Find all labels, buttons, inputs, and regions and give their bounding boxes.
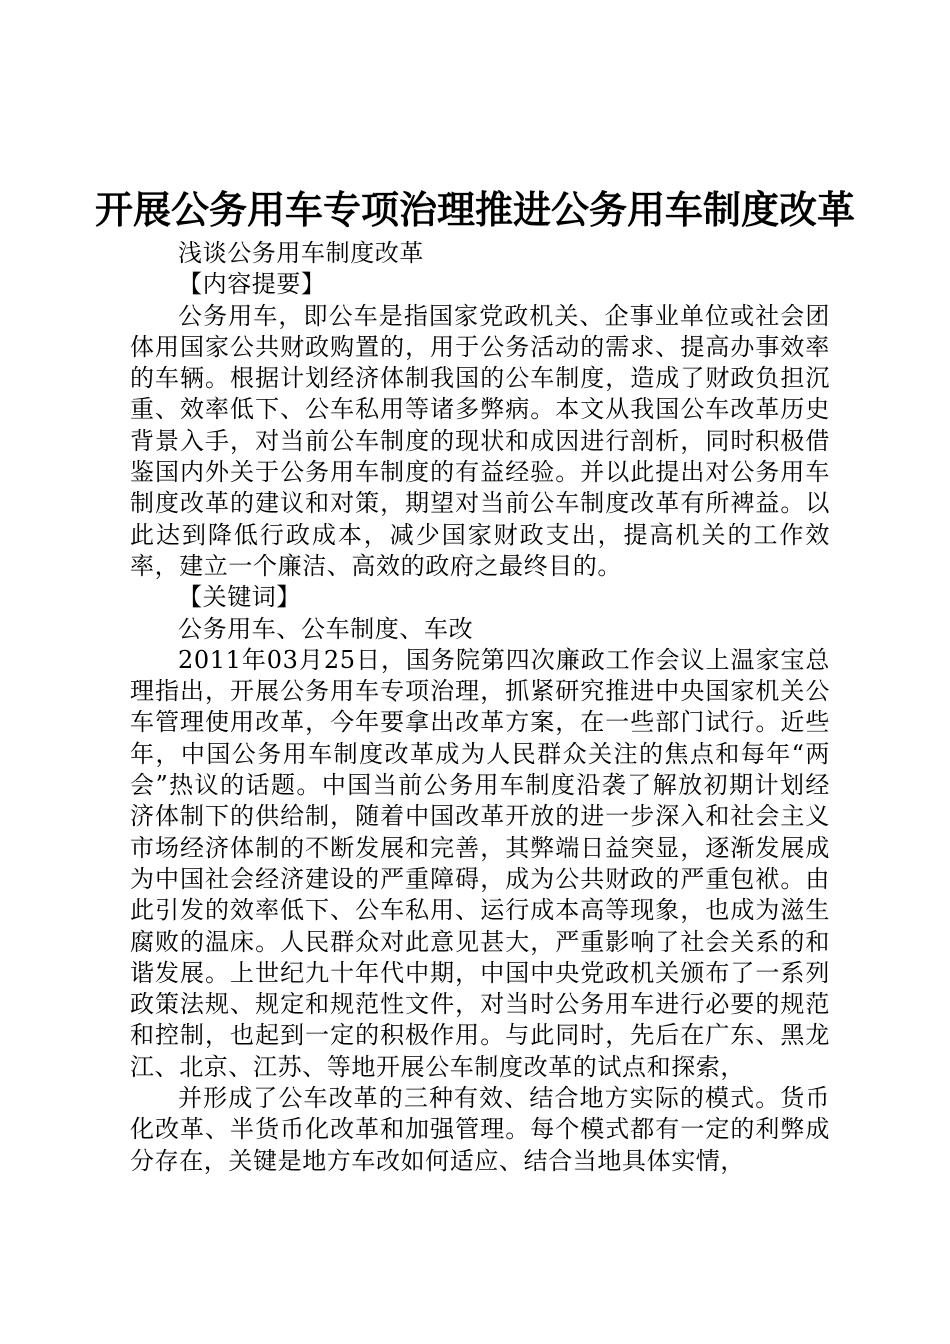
keywords-heading: 【关键词】 xyxy=(178,583,301,612)
subtitle-paragraph: 浅谈公务用车制度改革 xyxy=(178,239,424,267)
body-paragraph: 并形成了公车改革的三种有效、结合地方实际的模式。货币化改革、半货币化改革和加强管理。每个模式都有一定的利弊成分存在，关键是地方车改如何适应、结合当地具体实情， xyxy=(130,1084,830,1175)
body-paragraph: 2011年03月25日，国务院第四次廉政工作会议上温家宝总理指出，开展公务用车专项治理，抓紧研究推进中央国家机关公车管理使用改革，今年要拿出改革方案，在一些部门试行。近些年，中国公务用车制度改革成为人民群众关注的焦点和每年“两会”热议的话题。中国当前公务用车制度沿袭了解放初期计划经济体制下的供给制，随着中国改革开放的进一步深入和社会主义市场经济体制的不断发展和完善，其弊端日益突显，逐渐发展成为中国社会经济建设的严重障碍，成为公共财政的严重包袱。由此引发的效率低下、公车私用、运行成本高等现象，也成为滋生腐败的温床。人民群众对此意见甚大，严重影响了社会关系的和谐发展。上世纪九十年代中期，中国中央党政机关颁布了一系列政策法规、规定和规范性文件，对当时公务用车进行必要的规范和控制，也起到一定的积极作用。与此同时，先后在广东、黑龙江、北京、江苏、等地开展公车制度改革的试点和探索， xyxy=(130,645,830,1081)
keywords-paragraph: 公务用车、公车制度、车改 xyxy=(178,614,474,643)
document-title: 开展公务用车专项治理推进公务用车制度改革 xyxy=(94,187,855,232)
abstract-paragraph: 公务用车，即公车是指国家党政机关、企事业单位或社会团体用国家公共财政购置的，用于公务活动的需求、提高办事效率的车辆。根据计划经济体制我国的公车制度，造成了财政负担沉重、效率低下、公车私用等诸多弊病。本文从我国公车改革历史背景入手，对当前公车制度的现状和成因进行剖析，同时积极借鉴国内外关于公务用车制度的有益经验。并以此提出对公务用车制度改革的建议和对策，期望对当前公车制度改革有所裨益。以此达到降低行政成本，减少国家财政支出，提高机关的工作效率，建立一个廉洁、高效的政府之最终目的。 xyxy=(130,301,830,580)
abstract-heading: 【内容提要】 xyxy=(178,270,326,299)
document-body xyxy=(130,238,830,1177)
